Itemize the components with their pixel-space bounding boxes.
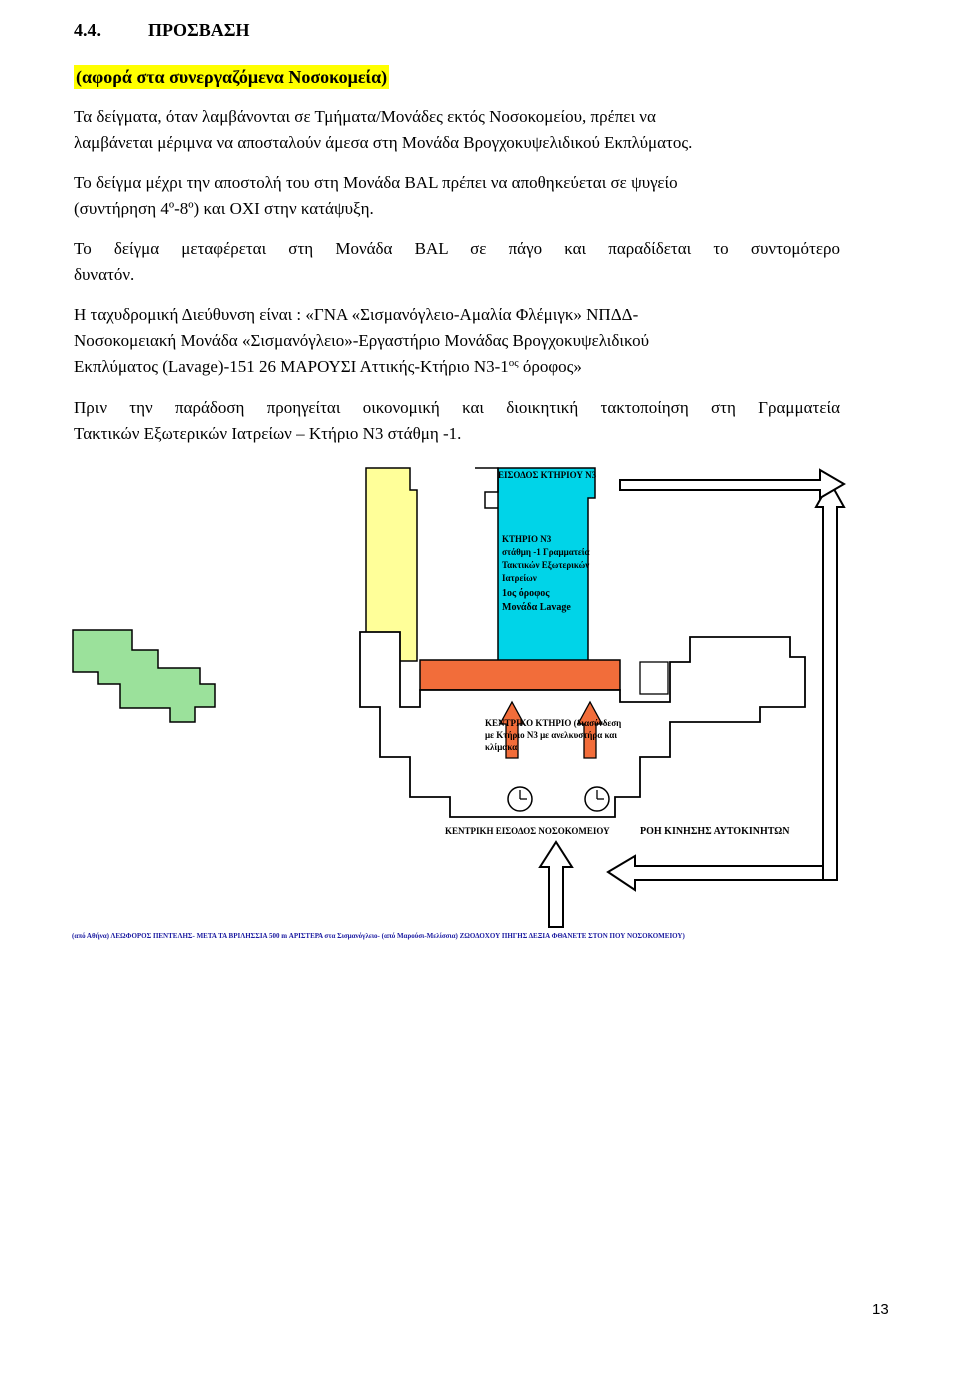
- paragraph-line: [74, 354, 840, 380]
- traffic-flow-label: ΡΟΗ ΚΙΝΗΣΗΣ ΑΥΤΟΚΙΝΗΤΩΝ: [640, 826, 790, 837]
- paragraph-text: Η ταχυδρομική Διεύθυνση είναι : «ΓΝΑ «Σισμανόγλειο-Αμαλία Φλέμιγκ» ΝΠΔΔ-: [74, 305, 639, 324]
- central-building-label: με Κτήριο Ν3 με ανελκυστήρα και: [485, 730, 618, 740]
- paragraph-line: [74, 328, 840, 354]
- paragraph-line: Το δείγμα μέχρι την αποστολή του στη Μονάδα BAL πρέπει να αποθηκεύεται σε ψυγείο: [74, 173, 678, 192]
- n3-entrance-label: ΕΙΣΟΔΟΣ ΚΤΗΡΙΟΥ Ν3: [498, 470, 597, 480]
- section-heading: [74, 20, 250, 41]
- paragraph-line: [74, 302, 840, 328]
- road-directions-label: (από Αθήνα) ΛΕΩΦΟΡΟΣ ΠΕΝΤΕΛΗΣ- ΜΕΤΑ ΤΑ ΒΡΙΛΗΣΣΙΑ 500 m ΑΡΙΣΤΕΡΑ στα Σισμανόγλειο- (από Μαρούσι-Μελίσσια) ΖΩΟΔΟΧΟΥ ΠΗΓΗΣ ΔΕΞΙΑ ΦΘΑΝΕΤΕ ΣΤΟΝ ΠΟΥ ΝΟΣΟΚΟΜΕΙΟΥ): [72, 932, 685, 940]
- arrow-left-icon: [608, 856, 830, 890]
- main-entrance-label: ΚΕΝΤΡΙΚΗ ΕΙΣΟΔΟΣ ΝΟΣΟΚΟΜΕΙΟΥ: [445, 826, 610, 836]
- n3-building-label: στάθμη -1 Γραμματεία: [502, 547, 590, 557]
- paragraph-line: [74, 104, 840, 130]
- paragraph-text: Το δείγμα μεταφέρεται στη Μονάδα BAL σε πάγο και παραδίδεται το συντομότερο: [74, 239, 840, 258]
- central-building-label: κλίμακα: [485, 742, 518, 752]
- section-subheading: (αφορά στα συνεργαζόμενα Νοσοκομεία): [76, 67, 388, 87]
- paragraph-text: Νοσοκομειακή Μονάδα «Σισμανόγλειο»-Εργαστήριο Μονάδας Βρογχοκυψελιδικού: [74, 331, 650, 350]
- paragraph-line: (συντήρηση 4º-8º) και ΟΧΙ στην κατάψυξη.: [74, 199, 374, 218]
- paragraph-payment: [74, 395, 840, 447]
- green-building: [73, 630, 215, 722]
- annex-box: [640, 662, 668, 694]
- arrow-up-icon: [816, 482, 844, 880]
- n3-entrance-outline: [475, 468, 498, 508]
- clock-icon: [508, 787, 532, 811]
- section-number: 4.4.: [74, 20, 101, 40]
- paragraph-postal-address: [74, 302, 840, 380]
- paragraph-line: λαμβάνεται μέριμνα να αποσταλούν άμεσα στη Μονάδα Βρογχοκυψελιδικού Εκπλύματος.: [74, 133, 693, 152]
- paragraph-text: Πριν την παράδοση προηγείται οικονομική και διοικητική τακτοποίηση στη Γραμματεία: [74, 398, 840, 417]
- paragraph-storage: [74, 170, 840, 222]
- arrow-up-icon: [540, 842, 572, 927]
- n3-building-label: Μονάδα Lavage: [502, 602, 571, 613]
- map-drawing: [60, 462, 860, 952]
- paragraph-text: Τα δείγματα, όταν λαμβάνονται σε Τμήματα/Μονάδες εκτός Νοσοκομείου, πρέπει να: [74, 107, 656, 126]
- connector-bridge: [420, 660, 620, 690]
- arrow-right-icon: [620, 470, 844, 498]
- paragraph-transport: [74, 236, 840, 288]
- paragraph-line: [74, 395, 840, 421]
- hospital-access-map: [60, 462, 860, 952]
- section-title: ΠΡΟΣΒΑΣΗ: [148, 20, 250, 40]
- central-building-label: ΚΕΝΤΡΙΚΟ ΚΤΗΡΙΟ (διασύνδεση: [485, 718, 622, 728]
- paragraph-line: Τακτικών Εξωτερικών Ιατρείων – Κτήριο Ν3 στάθμη -1.: [74, 424, 462, 443]
- paragraph-text: όροφος»: [518, 357, 582, 376]
- n3-building-label: 1ος όροφος: [502, 588, 550, 599]
- superscript-ordinal: ος: [508, 357, 519, 369]
- paragraph-line: δυνατόν.: [74, 265, 135, 284]
- paragraph-line: [74, 236, 840, 262]
- clock-icon: [585, 787, 609, 811]
- paragraph-text: Εκπλύματος (Lavage)-151 26 ΜΑΡΟΥΣΙ Αττικής-Κτήριο Ν3-1: [74, 357, 509, 376]
- n3-building-label: Ιατρείων: [502, 573, 537, 583]
- n3-building-label: ΚΤΗΡΙΟ Ν3: [502, 534, 552, 544]
- page-number: 13: [872, 1301, 889, 1318]
- paragraph-samples-outside: [74, 104, 840, 156]
- n3-building-label: Τακτικών Εξωτερικών: [502, 560, 590, 570]
